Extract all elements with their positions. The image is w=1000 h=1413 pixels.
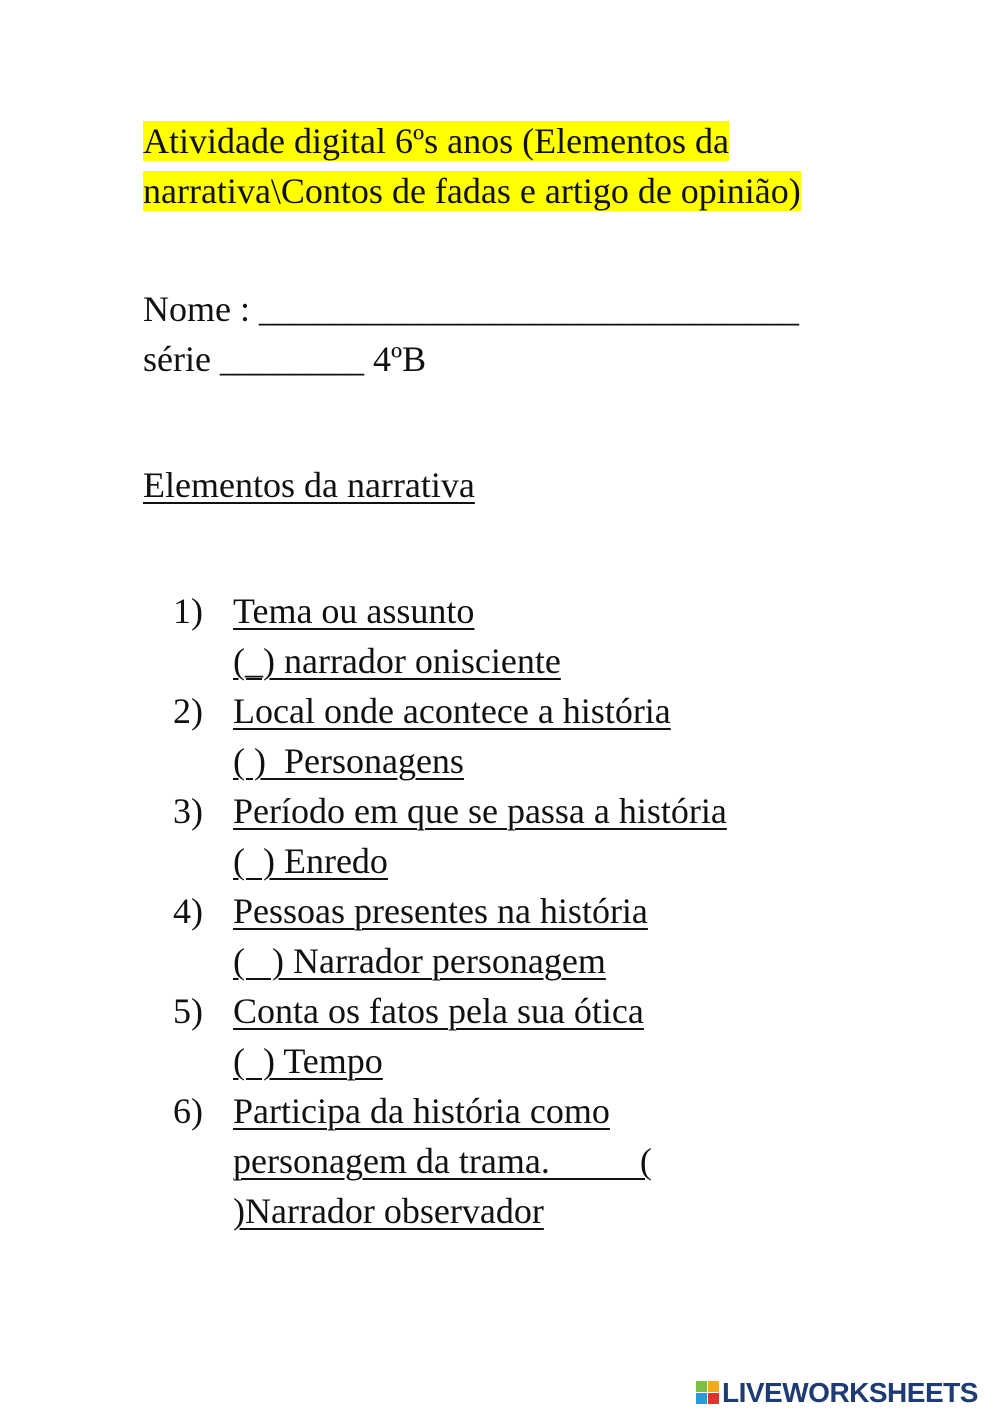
list-item xyxy=(0,986,1000,1086)
liveworksheets-logo-icon xyxy=(696,1381,720,1405)
list-item-option: ( ) Enredo xyxy=(233,841,388,881)
name-field-line: Nome : ______________________________ xyxy=(143,289,799,329)
list-item-option: (_) narrador onisciente xyxy=(233,641,561,681)
liveworksheets-watermark xyxy=(696,1378,978,1408)
list-item-option: ( ) Personagens xyxy=(233,741,464,781)
list-item-statement: Conta os fatos pela sua ótica xyxy=(233,991,644,1031)
list-item-option: )Narrador observador xyxy=(233,1191,544,1231)
worksheet-title xyxy=(143,116,843,216)
list-item-statement: Local onde acontece a história xyxy=(233,691,671,731)
list-item-statement-continued: personagem da trama. ( xyxy=(233,1141,652,1181)
list-item-statement: Período em que se passa a história xyxy=(233,791,727,831)
list-item-number: 6) xyxy=(173,1091,203,1131)
list-item xyxy=(0,586,1000,686)
list-item-statement: Participa da história como xyxy=(233,1091,610,1131)
list-item xyxy=(0,786,1000,886)
list-item xyxy=(0,1086,1000,1236)
section-title: Elementos da narrativa xyxy=(143,465,475,505)
list-item xyxy=(0,886,1000,986)
watermark-text: LIVEWORKSHEETS xyxy=(722,1377,978,1408)
list-item-number: 4) xyxy=(173,891,203,931)
list-item xyxy=(0,686,1000,786)
list-item-option: ( ) Tempo xyxy=(233,1041,383,1081)
list-item-statement: Tema ou assunto xyxy=(233,591,475,631)
list-item-number: 3) xyxy=(173,791,203,831)
list-item-number: 1) xyxy=(173,591,203,631)
serie-field-line: série ________ 4ºB xyxy=(143,339,427,379)
list-item-number: 2) xyxy=(173,691,203,731)
highlighted-title-text: Atividade digital 6ºs anos (Elementos da narrativa\Contos de fadas e artigo de opinião) xyxy=(143,121,801,211)
list-item-option: ( ) Narrador personagem xyxy=(233,941,606,981)
list-item-number: 5) xyxy=(173,991,203,1031)
list-item-statement: Pessoas presentes na história xyxy=(233,891,648,931)
numbered-list xyxy=(0,586,1000,1236)
